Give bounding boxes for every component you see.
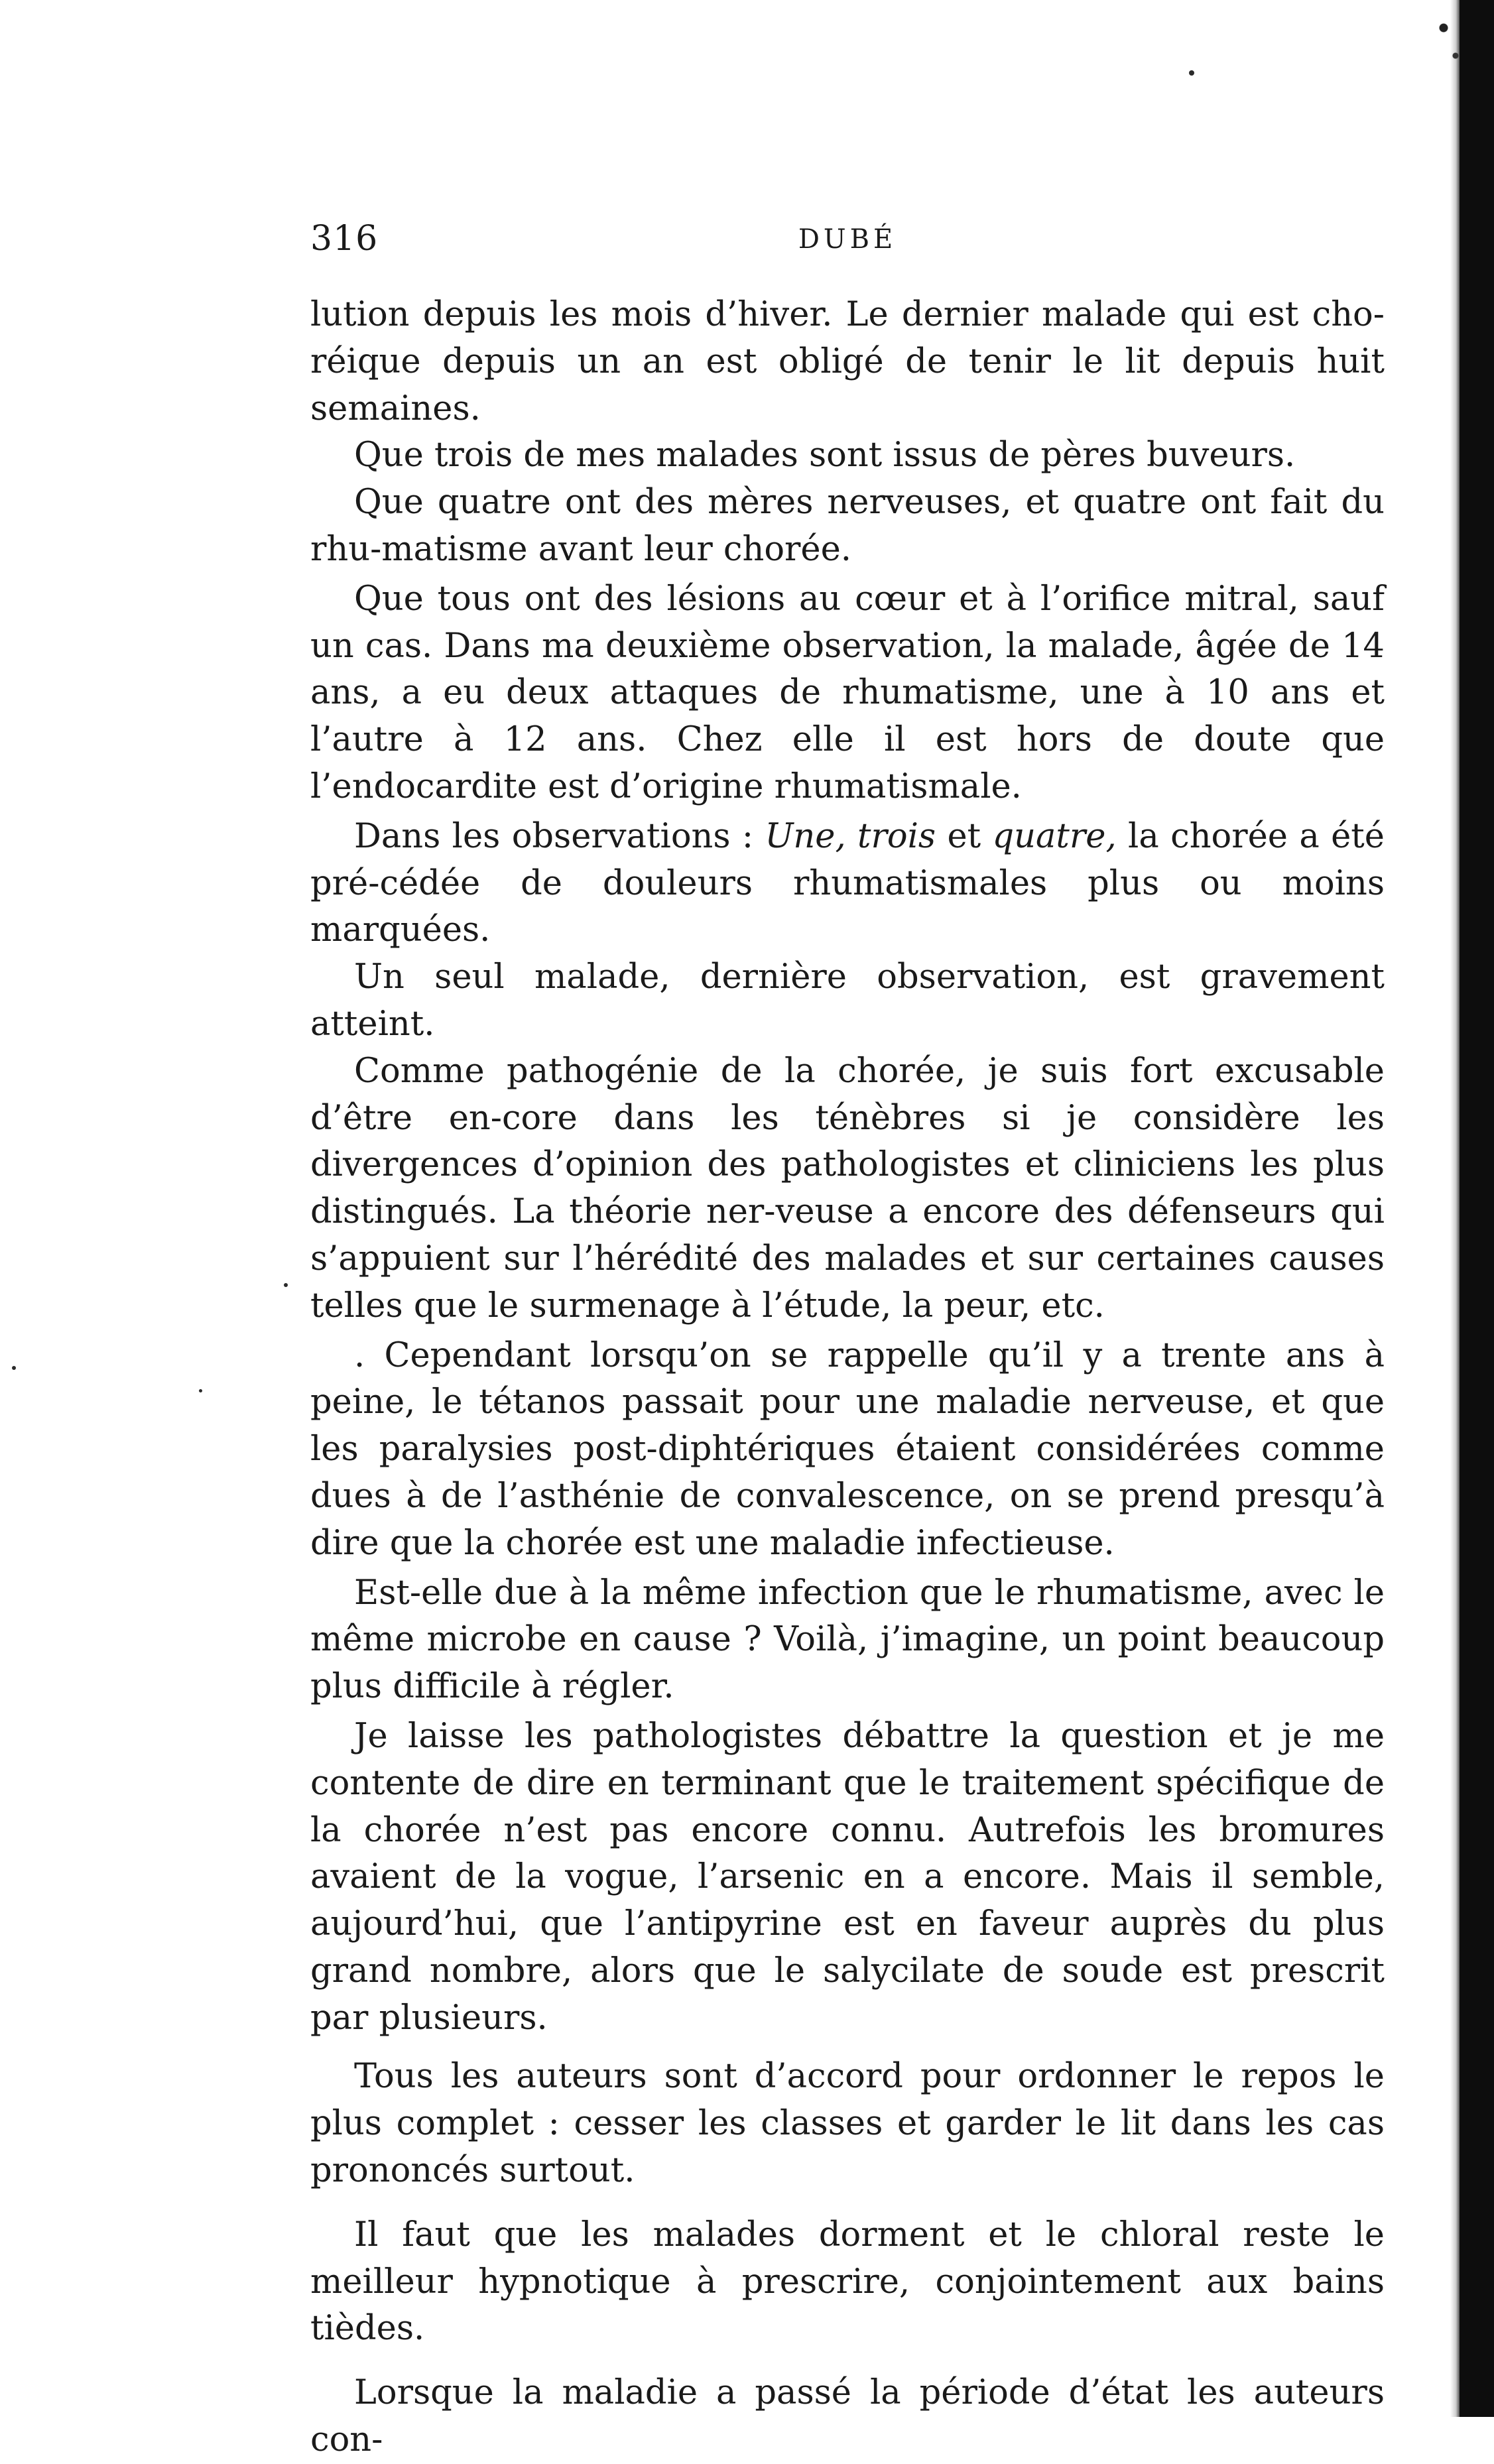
speck <box>199 1389 202 1392</box>
paragraph: lution depuis les mois d’hiver. Le dernier malade qui est cho-réique depuis un an est obligé de tenir le lit depuis huit semaines. <box>310 295 1385 428</box>
paragraph: Que tous ont des lésions au cœur et à l’orifice mitral, sauf un cas. Dans ma deuxième observation, la malade, âgée de 14 ans, a eu deux attaques de rhumatisme, une à 10 ans et l’autre à 12 ans. Chez elle il est hors de doute que l’endocardite est d’origine rhumatismale. <box>310 579 1385 806</box>
speck <box>284 1283 288 1287</box>
page-header <box>310 219 1385 278</box>
text-run: la chorée a été pré-cédée de douleurs rhumatismales plus ou moins marquées. <box>310 816 1385 950</box>
running-head: DUBÉ <box>798 224 897 255</box>
paragraph: . Cependant lorsqu’on se rappelle qu’il y a trente ans à peine, le tétanos passait pour une maladie nerveuse, et que les paralysies post-diphtériques étaient considérées comme dues à de l’asthénie de convalescence, on se prend presqu’à dire que la chorée est une maladie infectieuse. <box>310 1335 1385 1563</box>
paragraph: Est-elle due à la même infection que le rhumatisme, avec le même microbe en cause ? Voilà, j’imagine, un point beaucoup plus difficile à régler. <box>310 1573 1385 1707</box>
paragraph <box>310 814 1385 954</box>
italic-text: quatre, <box>992 816 1117 856</box>
speck <box>12 1366 16 1370</box>
page-gutter-shadow <box>1450 0 1460 2417</box>
paragraph: Lorsque la maladie a passé la période d’état les auteurs con- <box>310 2373 1385 2460</box>
edge-specks <box>1428 0 1467 93</box>
paragraph: Comme pathogénie de la chorée, je suis fort excusable d’être en-core dans les ténèbres si je considère les divergences d’opinion des pathologistes et cliniciens les plus distingués. La théorie ner-veuse a encore des défenseurs qui s’appuient sur l’hérédité des malades et sur certaines causes telles que le surmenage à l’étude, la peur, etc. <box>310 1051 1385 1325</box>
paragraph: Un seul malade, dernière observation, est gravement atteint. <box>310 957 1385 1044</box>
paragraph: Tous les auteurs sont d’accord pour ordonner le repos le plus complet : cesser les classes et garder le lit dans les cas prononcés surtout. <box>310 2057 1385 2191</box>
paragraph: Il faut que les malades dorment et le chloral reste le meilleur hypnotique à prescrire, conjointement aux bains tièdes. <box>310 2215 1385 2349</box>
paragraph: Que quatre ont des mères nerveuses, et quatre ont fait du rhu-matisme avant leur chorée. <box>310 483 1385 569</box>
text-run: et <box>936 816 993 856</box>
paragraph: Je laisse les pathologistes débattre la question et je me contente de dire en terminant que le traitement spécifique de la chorée n’est pas encore connu. Autrefois les bromures avaient de la vogue, l’arsenic en a encore. Mais il semble, aujourd’hui, que l’antipyrine est en faveur auprès du plus grand nombre, alors que le salycilate de soude est prescrit par plusieurs. <box>310 1716 1385 2038</box>
italic-text: Une, trois <box>765 816 936 856</box>
speck <box>1189 70 1194 76</box>
text-run: Dans les observations : <box>354 816 765 856</box>
paragraph: Que trois de mes malades sont issus de pères buveurs. <box>354 436 1296 475</box>
body-text <box>310 292 1385 2464</box>
page-edge <box>1460 0 1494 2417</box>
page-number: 316 <box>310 219 379 259</box>
